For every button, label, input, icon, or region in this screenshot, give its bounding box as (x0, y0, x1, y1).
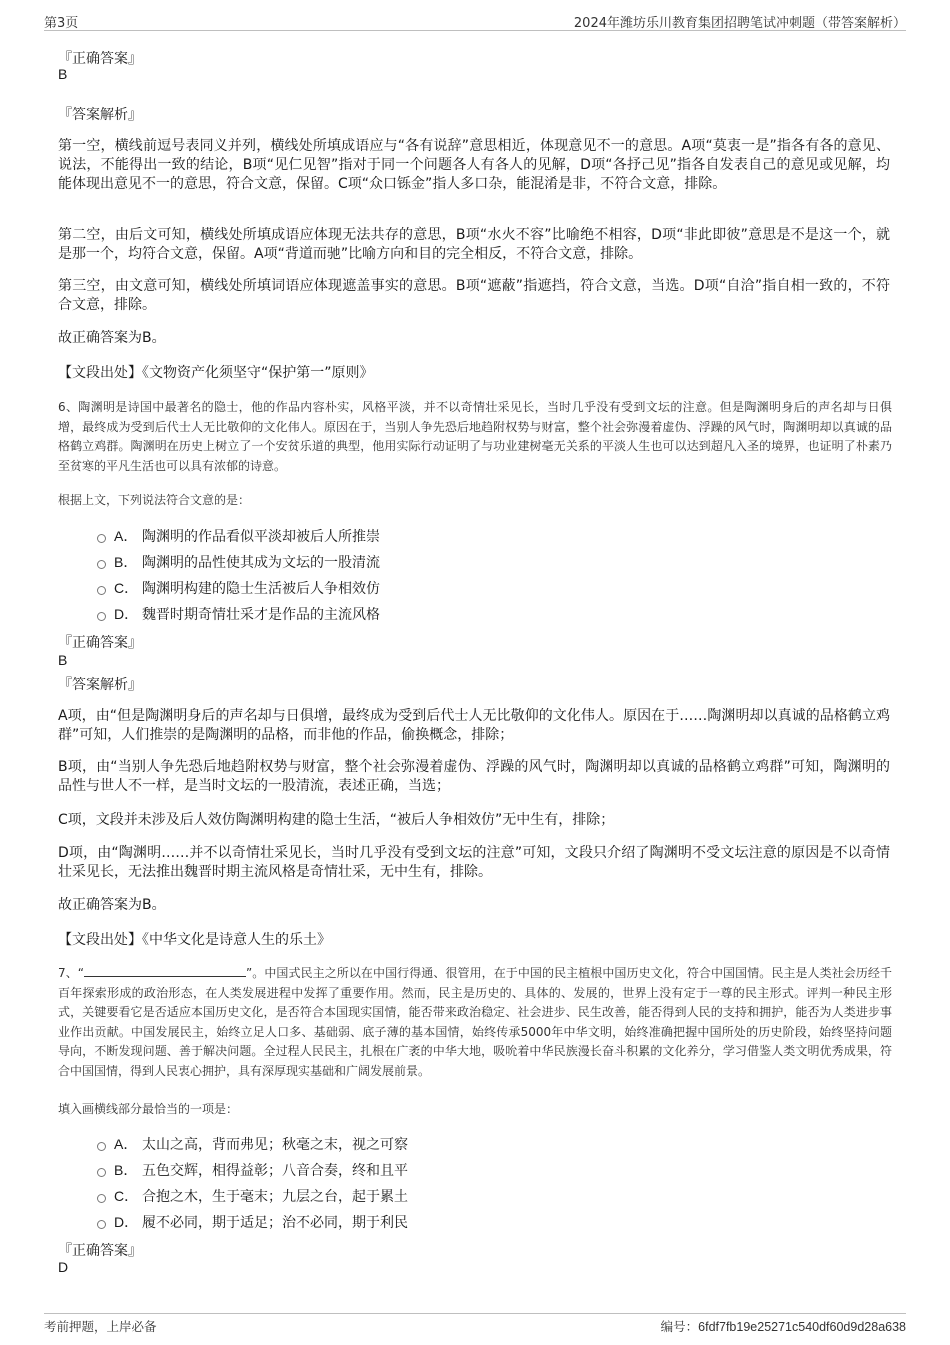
analysis-label: 『答案解析』 (58, 677, 142, 693)
q6-analysis-para: C项，文段并未涉及后人效仿陶渊明构建的隐士生活，“被后人争相效仿”无中生有，排除； (58, 812, 615, 828)
radio-button[interactable] (97, 586, 106, 595)
q6-prompt: 根据上文，下列说法符合文意的是： (58, 493, 251, 507)
correct-answer-label: 『正确答案』 (58, 51, 142, 67)
q7-prompt: 填入画横线部分最恰当的一项是： (58, 1102, 239, 1116)
analysis-label: 『答案解析』 (58, 107, 142, 123)
q7-body: ”。中国式民主之所以在中国行得通、很管用，在于中国的民主植根中国历史文化，符合中国国情。民主是人类社会历经千百年探索形成的政治形态，在人类发展进程中发挥了重要作用。然而，民主是历史的、具体的、发展的，世界上没有定于一尊的民主形式。评判一种民主形式，关键要看它是否适应本国历史文化，是否符合本国现实国情，能否带来政治稳定、社会进步、民生改善，能否得到人民的支持和拥护，能否为人类进步事业作出贡献。中国发展民主，始终立足人口多、基础弱、底子薄的基本国情，始终传承5000年中华文明，始终准确把握中国所处的历史阶段，始终坚持问题导向，不断发现问题、善于解决问题。全过程人民民主，扎根在广袤的中华大地，吸吮着中华民族漫长奋斗积累的文化养分，学习借鉴人类文明优秀成果，符合中国国情，得到人民衷心拥护，具有深厚现实基础和广阔发展前景。 (58, 966, 892, 1078)
option-letter: B． (114, 1162, 138, 1178)
q7-option-d[interactable] (97, 1212, 408, 1232)
q6-source: 【文段出处】《中华文化是诗意人生的乐土》 (58, 932, 331, 948)
option-text: 陶渊明的作品看似平淡却被后人所推崇 (142, 529, 380, 545)
q7-answer: D (58, 1259, 69, 1275)
q6-analysis-para: D项，由“陶渊明……并不以奇情壮采见长，当时几乎没有受到文坛的注意”可知，文段只介绍了陶渊明不受文坛注意的原因是不以奇情壮采见长，无法推出魏晋时期主流风格是奇情壮采，无中生有，排除。 (58, 845, 890, 880)
document-id: 编号：6fdf7fb19e25271c540df60d9d28a638 (660, 1320, 906, 1334)
option-text: 陶渊明构建的隐士生活被后人争相效仿 (142, 581, 380, 597)
q6-analysis-para: A项，由“但是陶渊明身后的声名却与日俱增，最终成为受到后代士人无比敬仰的文化伟人。原因在于……陶渊明却以真诚的品格鹤立鸡群”可知，人们推崇的是陶渊明的品格，而非他的作品，偷换概念，排除； (58, 708, 890, 743)
q6-analysis-para: B项，由“当别人争先恐后地趋附权势与财富，整个社会弥漫着虚伪、浮躁的风气时，陶渊明却以真诚的品格鹤立鸡群”可知，陶渊明的品性与世人不一样，是当时文坛的一股清流，表述正确，当选； (58, 759, 890, 794)
option-text: 五色交辉，相得益彰；八音合奏，终和且平 (142, 1163, 408, 1179)
correct-answer-label: 『正确答案』 (58, 635, 142, 651)
q5-analysis-para: 第一空，横线前逗号表同义并列，横线处所填成语应与“各有说辞”意思相近，体现意见不一的意思。A项“莫衷一是”指各有各的意见、说法，不能得出一致的结论，B项“见仁见智”指对于同一个问题各人有各人的见解，D项“各抒己见”指各自发表自己的意见或见解，均能体现出意见不一的意思，符合文意，保留。C项“众口铄金”指人多口杂，能混淆是非，不符合文意，排除。 (58, 138, 890, 192)
q7-option-a[interactable] (97, 1134, 408, 1154)
option-text: 陶渊明的品性使其成为文坛的一股清流 (142, 555, 380, 571)
option-text: 履不必同，期于适足；治不必同，期于利民 (142, 1215, 408, 1231)
q5-analysis-para: 第二空，由后文可知，横线处所填成语应体现无法共存的意思，B项“水火不容”比喻绝不相容，D项“非此即彼”意思是不是这一个，就是那一个，均符合文意，保留。A项“背道而驰”比喻方向和目的完全相反，不符合文意，排除。 (58, 227, 890, 262)
q6-option-b[interactable] (97, 552, 380, 572)
option-letter: A． (114, 1136, 138, 1152)
option-letter: D． (114, 606, 139, 622)
radio-button[interactable] (97, 612, 106, 621)
option-text: 太山之高，背而弗见；秋毫之末，视之可察 (142, 1137, 408, 1153)
option-text: 魏晋时期奇情壮采才是作品的主流风格 (142, 607, 380, 623)
page-footer (44, 1313, 906, 1338)
option-letter: B． (114, 554, 138, 570)
radio-button[interactable] (97, 1220, 106, 1229)
q5-answer: B (58, 66, 68, 82)
q7-option-c[interactable] (97, 1186, 408, 1206)
option-letter: A． (114, 528, 138, 544)
q7-question-text (58, 964, 892, 1081)
radio-button[interactable] (97, 1142, 106, 1151)
option-text: 合抱之木，生于毫末；九层之台，起于累土 (142, 1189, 408, 1205)
q6-option-a[interactable] (97, 526, 380, 546)
option-letter: C． (114, 580, 139, 596)
footer-slogan: 考前押题，上岸必备 (44, 1319, 157, 1334)
radio-button[interactable] (97, 1168, 106, 1177)
option-letter: D． (114, 1214, 139, 1230)
q7-option-b[interactable] (97, 1160, 408, 1180)
radio-button[interactable] (97, 1194, 106, 1203)
correct-answer-label: 『正确答案』 (58, 1243, 142, 1259)
radio-button[interactable] (97, 560, 106, 569)
q5-conclusion: 故正确答案为B。 (58, 330, 166, 346)
radio-button[interactable] (97, 534, 106, 543)
page-number: 第3页 (44, 16, 79, 31)
q6-question-text: 6、陶渊明是诗国中最著名的隐士，他的作品内容朴实，风格平淡，并不以奇情壮采见长，当时几乎没有受到文坛的注意。但是陶渊明身后的声名却与日俱增，最终成为受到后代士人无比敬仰的文化伟人。原因在于，当别人争先恐后地趋附权势与财富，整个社会弥漫着虚伪、浮躁的风气时，陶渊明却以真诚的品格鹤立鸡群。陶渊明在历史上树立了一个安贫乐道的典型，他用实际行动证明了与功业建树毫无关系的平淡人生也可以达到超凡入圣的境界，也证明了朴素乃至贫寒的平凡生活也可以具有浓郁的诗意。 (58, 400, 892, 473)
q5-analysis-para: 第三空，由文意可知，横线处所填词语应体现遮盖事实的意思。B项“遮蔽”指遮挡，符合文意，当选。D项“自洽”指自相一致的，不符合文意，排除。 (58, 278, 890, 313)
q6-option-d[interactable] (97, 604, 380, 624)
page-header (44, 10, 906, 31)
option-letter: C． (114, 1188, 139, 1204)
q5-source: 【文段出处】《文物资产化须坚守“保护第一”原则》 (58, 365, 374, 381)
q6-conclusion: 故正确答案为B。 (58, 897, 166, 913)
q6-option-c[interactable] (97, 578, 380, 598)
fill-in-blank (84, 964, 246, 977)
document-title: 2024年潍坊乐川教育集团招聘笔试冲刺题（带答案解析） (573, 16, 906, 31)
q6-answer: B (58, 652, 68, 668)
q7-prefix: 7、“ (58, 966, 84, 980)
